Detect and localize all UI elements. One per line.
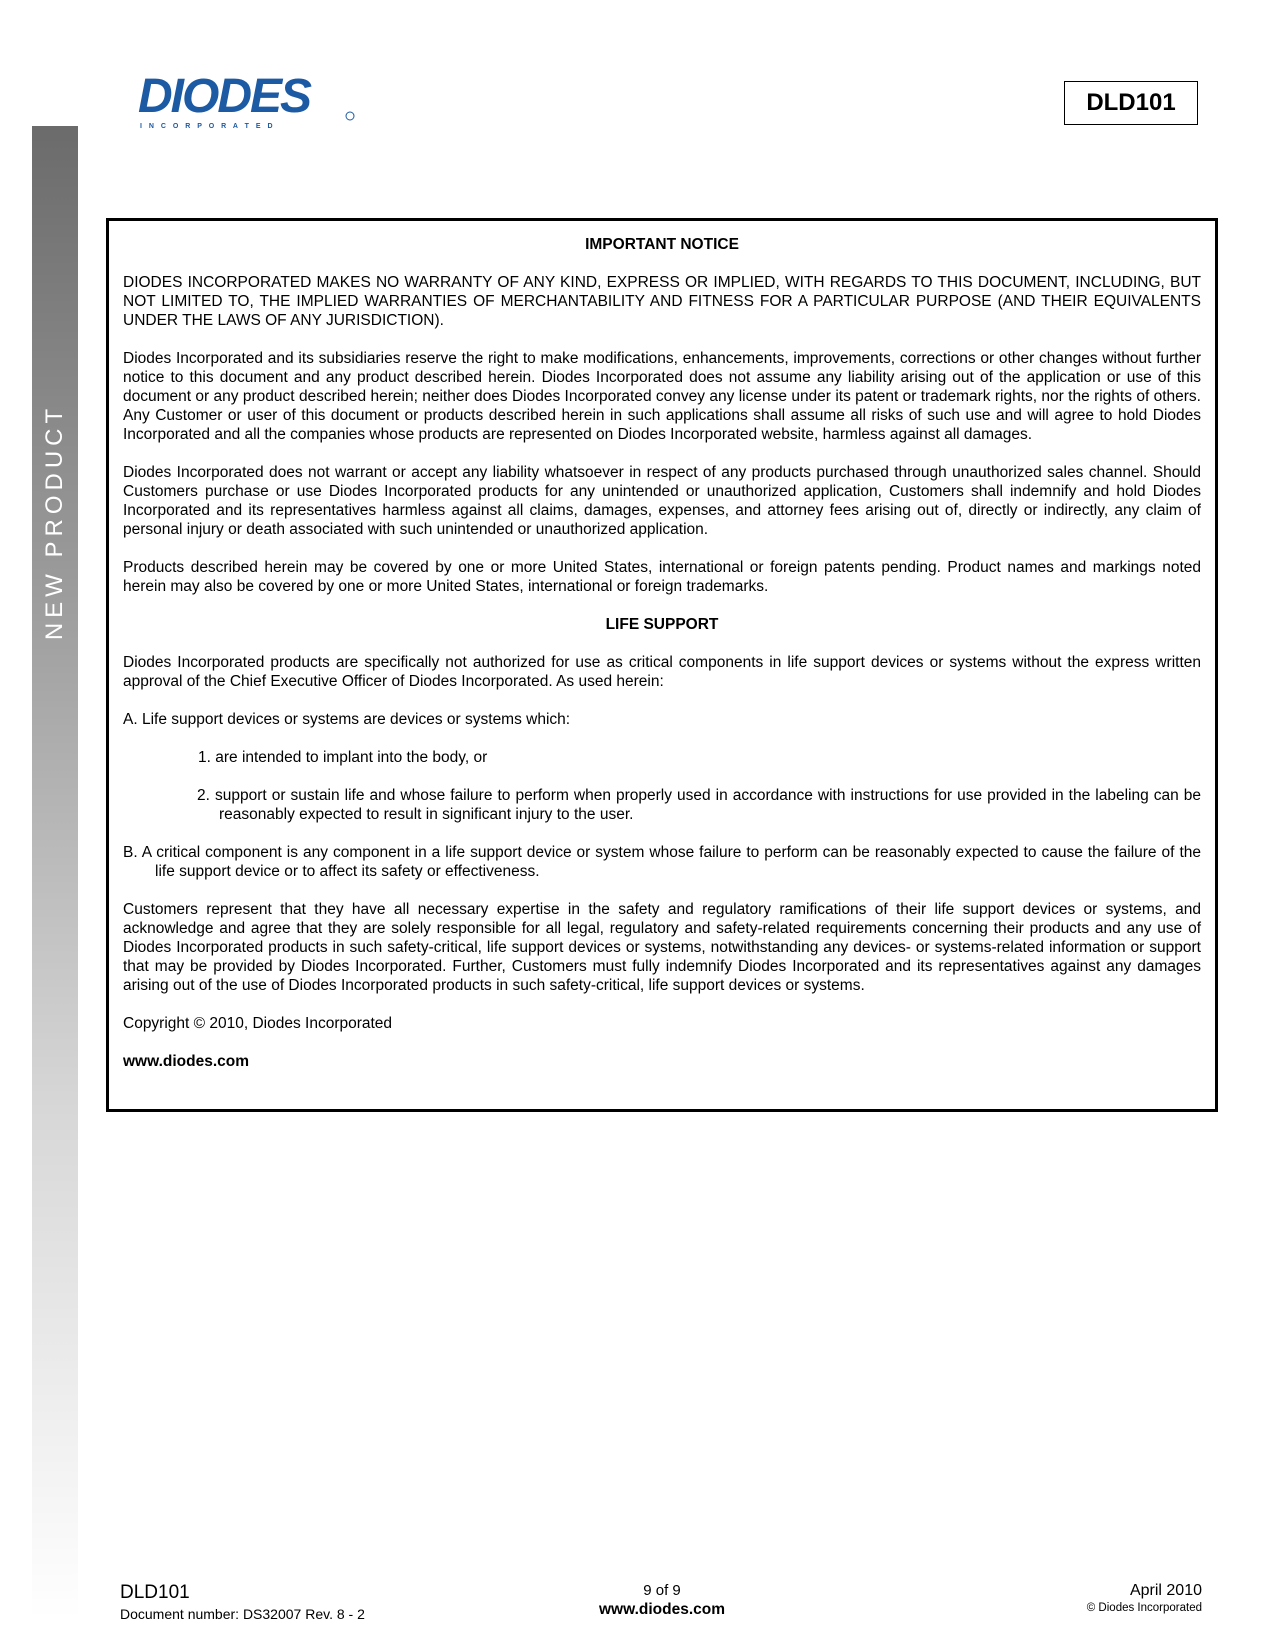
item-a: A. Life support devices or systems are devices or systems which: — [123, 711, 571, 728]
footer-center — [562, 1582, 762, 1619]
footer-left — [120, 1582, 365, 1622]
logo-text: DIODES — [138, 70, 311, 123]
sub-item-1: 1. are intended to implant into the body, or — [198, 749, 488, 766]
logo-subtext: I N C O R P O R A T E D — [140, 123, 276, 130]
modifications-paragraph: Diodes Incorporated and its subsidiaries reserve the right to make modifications, enhancements, improvements, corrections or other changes without further notice to this document and any product described herein. Diodes Incorporated does not assume any liability arising out of the application or use of this document or any product described herein; neither does Diodes Incorporated convey any license under its patent or trademark rights, nor the rights of others. Any Customer or user of this document or products described herein in such applications shall assume all risks of such use and will agree to hold Diodes Incorporated and all the companies whose products are represented on Diodes Incorporated website, harmless against all damages. — [123, 350, 1201, 443]
unauthorized-paragraph: Diodes Incorporated does not warrant or accept any liability whatsoever in respect of any products purchased through unauthorized sales channel. Should Customers purchase or use Diodes Incorporated products for any unintended or unauthorized application, Customers shall indemnify and hold Diodes Incorporated and its representatives harmless against all claims, damages, expenses, and attorney fees arising out of, directly or indirectly, any claim of personal injury or death associated with such unintended or unauthorized application. — [123, 464, 1201, 538]
life-support-title: LIFE SUPPORT — [605, 616, 719, 633]
footer-copyright: © Diodes Incorporated — [1086, 1602, 1202, 1614]
side-bar — [32, 126, 78, 1620]
part-number-box: DLD101 — [1064, 81, 1198, 125]
item-b: B. A critical component is any component in a life support device or system whose failure to perform can be reasonably expected to cause the failure of the life support device or to affect its safety or effectiveness. — [123, 844, 1201, 880]
diodes-logo — [138, 70, 358, 132]
customers-paragraph: Customers represent that they have all necessary expertise in the safety and regulatory ramifications of their life support devices or systems, and acknowledge and agree that they are solely responsible for all legal, regulatory and safety-related requirements concerning their products and any use of Diodes Incorporated products in such safety-critical, life support devices or systems, notwithstanding any devices- or systems-related information or support that may be provided by Diodes Incorporated. Further, Customers must fully indemnify Diodes Incorporated and its representatives against any damages arising out of the use of Diodes Incorporated products in such safety-critical, life support devices or systems. — [123, 901, 1201, 994]
warranty-paragraph: DIODES INCORPORATED MAKES NO WARRANTY OF ANY KIND, EXPRESS OR IMPLIED, WITH REGARDS TO THIS DOCUMENT, INCLUDING, BUT NOT LIMITED TO, THE IMPLIED WARRANTIES OF MERCHANTABILITY AND FITNESS FOR A PARTICULAR PURPOSE (AND THEIR EQUIVALENTS UNDER THE LAWS OF ANY JURISDICTION). — [123, 274, 1201, 329]
notice-title: IMPORTANT NOTICE — [585, 236, 739, 253]
important-notice-box — [106, 218, 1218, 1112]
patents-paragraph: Products described herein may be covered by one or more United States, international or foreign patents pending. Product names and markings noted herein may also be covered by one or more United States, international or foreign trademarks. — [123, 559, 1201, 595]
footer-right — [1087, 1582, 1202, 1614]
footer-date: April 2010 — [1129, 1582, 1202, 1599]
footer-website-link[interactable]: www.diodes.com — [598, 1601, 726, 1618]
life-support-intro: Diodes Incorporated products are specifically not authorized for use as critical components in life support devices or systems without the express written approval of the Chief Executive Officer of Diodes Incorporated. As used herein: — [123, 654, 1201, 690]
sidebar-label: NEW PRODUCT — [41, 403, 68, 641]
sub-item-2: 2. support or sustain life and whose failure to perform when properly used in accordance with instructions for use provided in the labeling can be reasonably expected to result in significant injury to the user. — [197, 787, 1201, 823]
footer-document-number: Document number: DS32007 Rev. 8 - 2 — [120, 1606, 365, 1622]
page-number: 9 of 9 — [643, 1582, 681, 1599]
footer-part-number: DLD101 — [120, 1582, 190, 1603]
website-link[interactable]: www.diodes.com — [123, 1053, 250, 1070]
copyright-line: Copyright © 2010, Diodes Incorporated — [123, 1015, 393, 1032]
